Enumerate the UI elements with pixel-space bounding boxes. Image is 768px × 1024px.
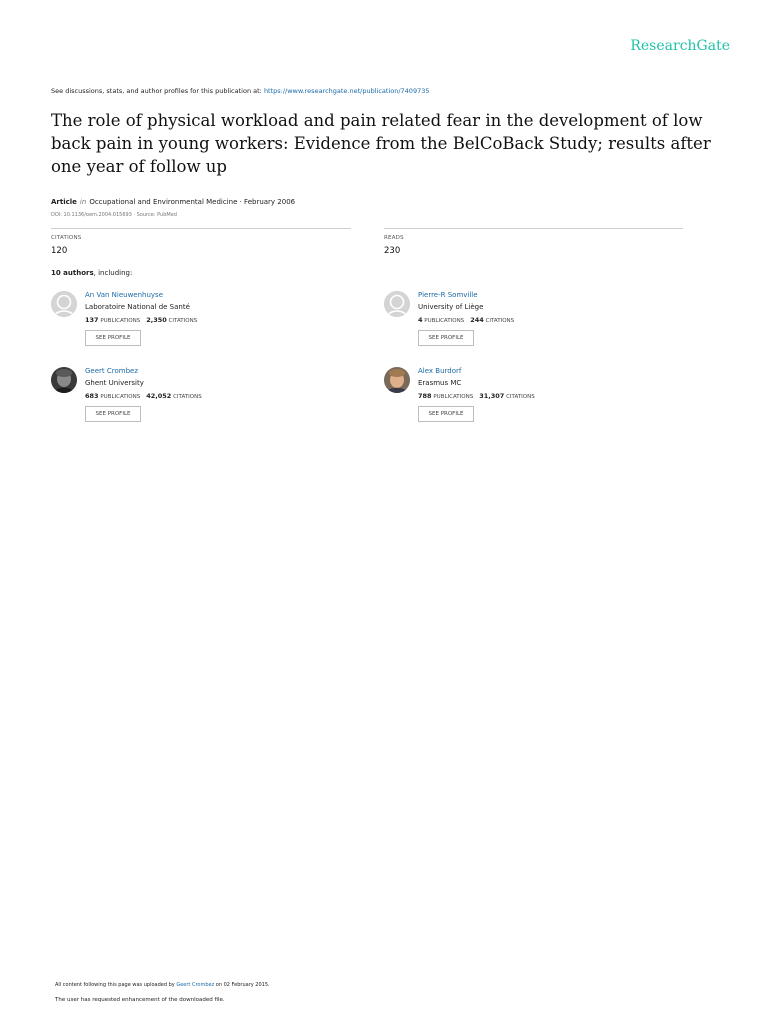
avatar-placeholder-icon[interactable] [51, 291, 77, 317]
citations-count: 42,052 [146, 392, 172, 400]
author-stats [85, 392, 202, 400]
reads-divider [384, 228, 683, 229]
author-institution: Laboratoire National de Santé [85, 303, 190, 311]
author-institution: Ghent University [85, 379, 144, 387]
publication-title: The role of physical workload and pain related fear in the development of low back pain in young workers: Evidence from the BelCoBack Study; results after one year of follow up [51, 111, 711, 176]
publications-count: 137 [85, 316, 99, 324]
authors-heading [51, 269, 132, 277]
author-institution: University of Liège [418, 303, 484, 311]
citations-count: 31,307 [479, 392, 505, 400]
author-name-link[interactable]: Geert Crombez [85, 367, 139, 375]
citations-label: CITATIONS [173, 394, 202, 400]
in-word: in [79, 198, 87, 206]
author-photo[interactable] [51, 367, 77, 393]
citations-value: 120 [51, 246, 68, 256]
publications-label: PUBLICATIONS [424, 318, 465, 324]
publications-label: PUBLICATIONS [100, 318, 141, 324]
reads-value: 230 [384, 246, 401, 256]
doi-source: DOI: 10.1136/oem.2004.015693 · Source: PubMed [51, 212, 177, 218]
author-card [51, 367, 351, 431]
upload-prefix: All content following this page was uploaded by [55, 982, 177, 988]
citations-divider [51, 228, 351, 229]
citations-label: CITATIONS [51, 235, 82, 241]
discussion-note [51, 87, 429, 95]
publications-label: PUBLICATIONS [433, 394, 474, 400]
author-photo[interactable] [384, 367, 410, 393]
authors-heading-suffix: , including: [93, 269, 133, 277]
citations-label: CITATIONS [485, 318, 515, 324]
uploader-link[interactable]: Geert Crombez [176, 982, 215, 988]
author-name-link[interactable]: Alex Burdorf [418, 367, 462, 375]
publication-url-link[interactable]: https://www.researchgate.net/publication/7409735 [263, 87, 430, 95]
upload-suffix: on 02 February 2015. [214, 982, 270, 988]
researchgate-logo[interactable]: ResearchGate [630, 38, 730, 54]
authors-count: 10 authors [51, 269, 94, 277]
enhancement-note: The user has requested enhancement of the downloaded file. [55, 997, 225, 1003]
author-name-link[interactable]: An Van Nieuwenhuyse [85, 291, 164, 299]
author-name-link[interactable]: Pierre-R Somville [418, 291, 478, 299]
publication-type: Article [51, 198, 77, 206]
author-stats [418, 316, 514, 324]
see-profile-button[interactable]: SEE PROFILE [85, 406, 141, 422]
author-card [384, 291, 684, 355]
reads-label: READS [384, 235, 404, 241]
see-profile-button[interactable]: SEE PROFILE [418, 330, 474, 346]
author-institution: Erasmus MC [418, 379, 462, 387]
citations-label: CITATIONS [168, 318, 198, 324]
publications-count: 4 [418, 316, 423, 324]
publication-meta [51, 198, 295, 206]
see-profile-button[interactable]: SEE PROFILE [85, 330, 141, 346]
avatar-placeholder-icon[interactable] [384, 291, 410, 317]
publications-count: 788 [418, 392, 432, 400]
discussion-prefix: See discussions, stats, and author profiles for this publication at: [51, 87, 264, 95]
publications-count: 683 [85, 392, 99, 400]
publications-label: PUBLICATIONS [100, 394, 141, 400]
author-stats [418, 392, 535, 400]
journal-date: Occupational and Environmental Medicine · February 2006 [89, 198, 296, 206]
citations-label: CITATIONS [506, 394, 535, 400]
citations-count: 244 [470, 316, 484, 324]
see-profile-button[interactable]: SEE PROFILE [418, 406, 474, 422]
citations-count: 2,350 [146, 316, 167, 324]
author-stats [85, 316, 197, 324]
author-card [384, 367, 684, 431]
author-card [51, 291, 351, 355]
upload-note [55, 982, 270, 988]
